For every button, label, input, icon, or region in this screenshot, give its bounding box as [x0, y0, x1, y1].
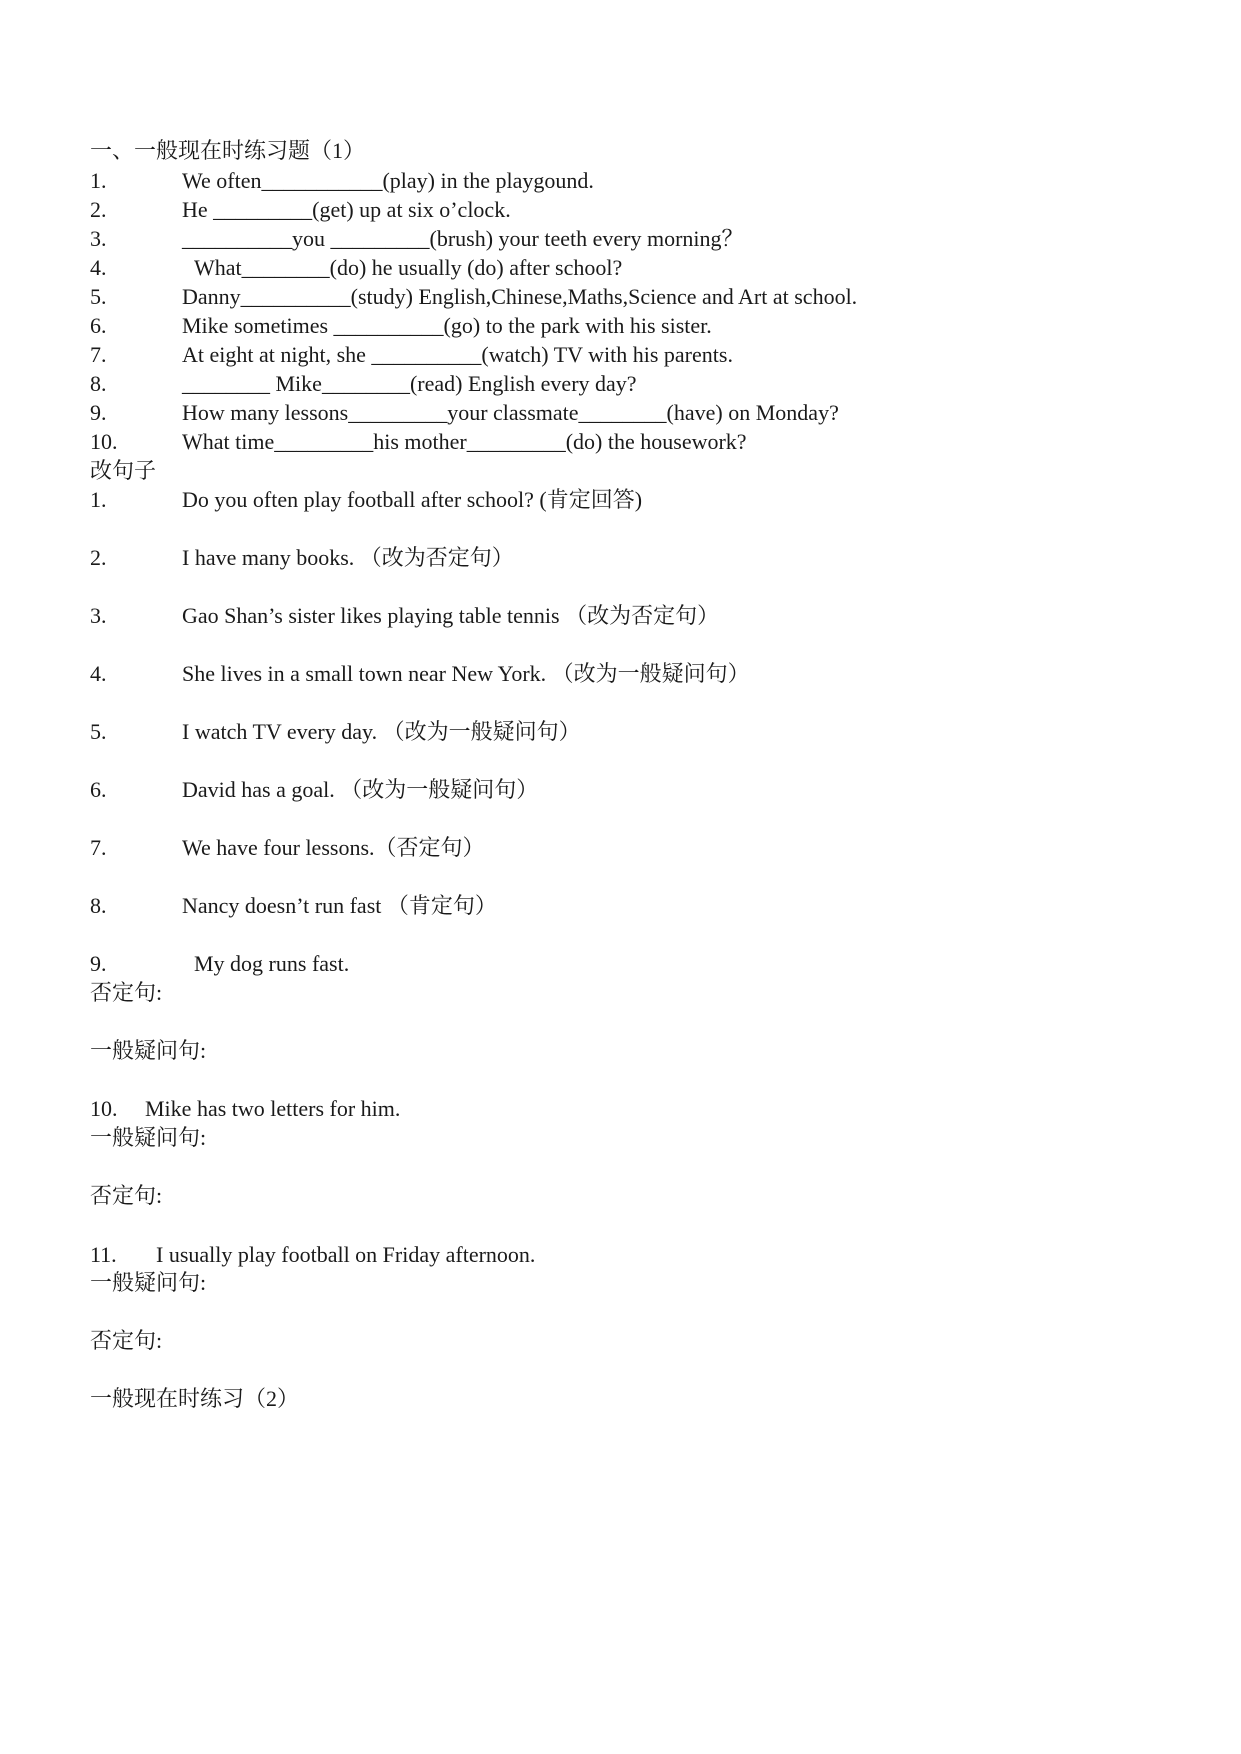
item-text: Danny__________(study) English,Chinese,Maths,Science and Art at school.: [182, 284, 858, 309]
item9-question-label: 一般疑问句:: [90, 1038, 207, 1063]
item-number: 4.: [90, 255, 107, 280]
item-number: 1.: [90, 168, 107, 193]
item-text: Nancy doesn’t run fast （肯定句）: [182, 893, 497, 918]
item9-negative-label: 否定句:: [90, 980, 163, 1005]
item-number: 9.: [90, 400, 107, 425]
item-text: What time_________his mother_________(do) the housework?: [182, 429, 747, 454]
section2-title: 改句子: [90, 458, 157, 483]
item-text: Mike sometimes __________(go) to the park with his sister.: [182, 313, 712, 338]
item-text: Mike has two letters for him.: [145, 1096, 401, 1121]
item-number: 6.: [90, 313, 107, 338]
item-number: 10.: [90, 1096, 118, 1121]
item-number: 9.: [90, 951, 107, 976]
item11-question-label: 一般疑问句:: [90, 1270, 207, 1295]
item10-question-label: 一般疑问句:: [90, 1125, 207, 1150]
item-number: 1.: [90, 487, 107, 512]
item-text: She lives in a small town near New York. （改为一般疑问句）: [182, 661, 750, 686]
item-text: What________(do) he usually (do) after school?: [194, 255, 623, 280]
section1-title: 一、一般现在时练习题（1）: [90, 138, 366, 163]
item-text: I usually play football on Friday afternoon.: [156, 1242, 536, 1267]
section3-title: 一般现在时练习（2）: [90, 1386, 300, 1411]
item-text: My dog runs fast.: [194, 951, 350, 976]
item-number: 2.: [90, 545, 107, 570]
item-text: ________ Mike________(read) English every day?: [182, 371, 637, 396]
item11-negative-label: 否定句:: [90, 1328, 163, 1353]
item-number: 8.: [90, 893, 107, 918]
item-text: Do you often play football after school? (肯定回答): [182, 487, 643, 512]
item-text: At eight at night, she __________(watch) TV with his parents.: [182, 342, 733, 367]
item-text: Gao Shan’s sister likes playing table tennis （改为否定句）: [182, 603, 720, 628]
item-text: We often___________(play) in the playgound.: [182, 168, 594, 193]
item-text: __________you _________(brush) your teeth every morning？: [182, 226, 744, 251]
item-number: 5.: [90, 719, 107, 744]
item-number: 7.: [90, 835, 107, 860]
item-text: David has a goal. （改为一般疑问句）: [182, 777, 539, 802]
item-text: I have many books. （改为否定句）: [182, 545, 514, 570]
item-number: 3.: [90, 603, 107, 628]
item-text: We have four lessons.（否定句）: [182, 835, 485, 860]
item-number: 6.: [90, 777, 107, 802]
item-number: 2.: [90, 197, 107, 222]
item-number: 3.: [90, 226, 107, 251]
item10-negative-label: 否定句:: [90, 1183, 163, 1208]
item-number: 10.: [90, 429, 118, 454]
item-number: 8.: [90, 371, 107, 396]
item-number: 11.: [90, 1242, 117, 1267]
item-text: I watch TV every day. （改为一般疑问句）: [182, 719, 581, 744]
item-text: How many lessons_________your classmate________(have) on Monday?: [182, 400, 839, 425]
item-number: 5.: [90, 284, 107, 309]
item-number: 4.: [90, 661, 107, 686]
item-text: He _________(get) up at six o’clock.: [182, 197, 511, 222]
item-number: 7.: [90, 342, 107, 367]
